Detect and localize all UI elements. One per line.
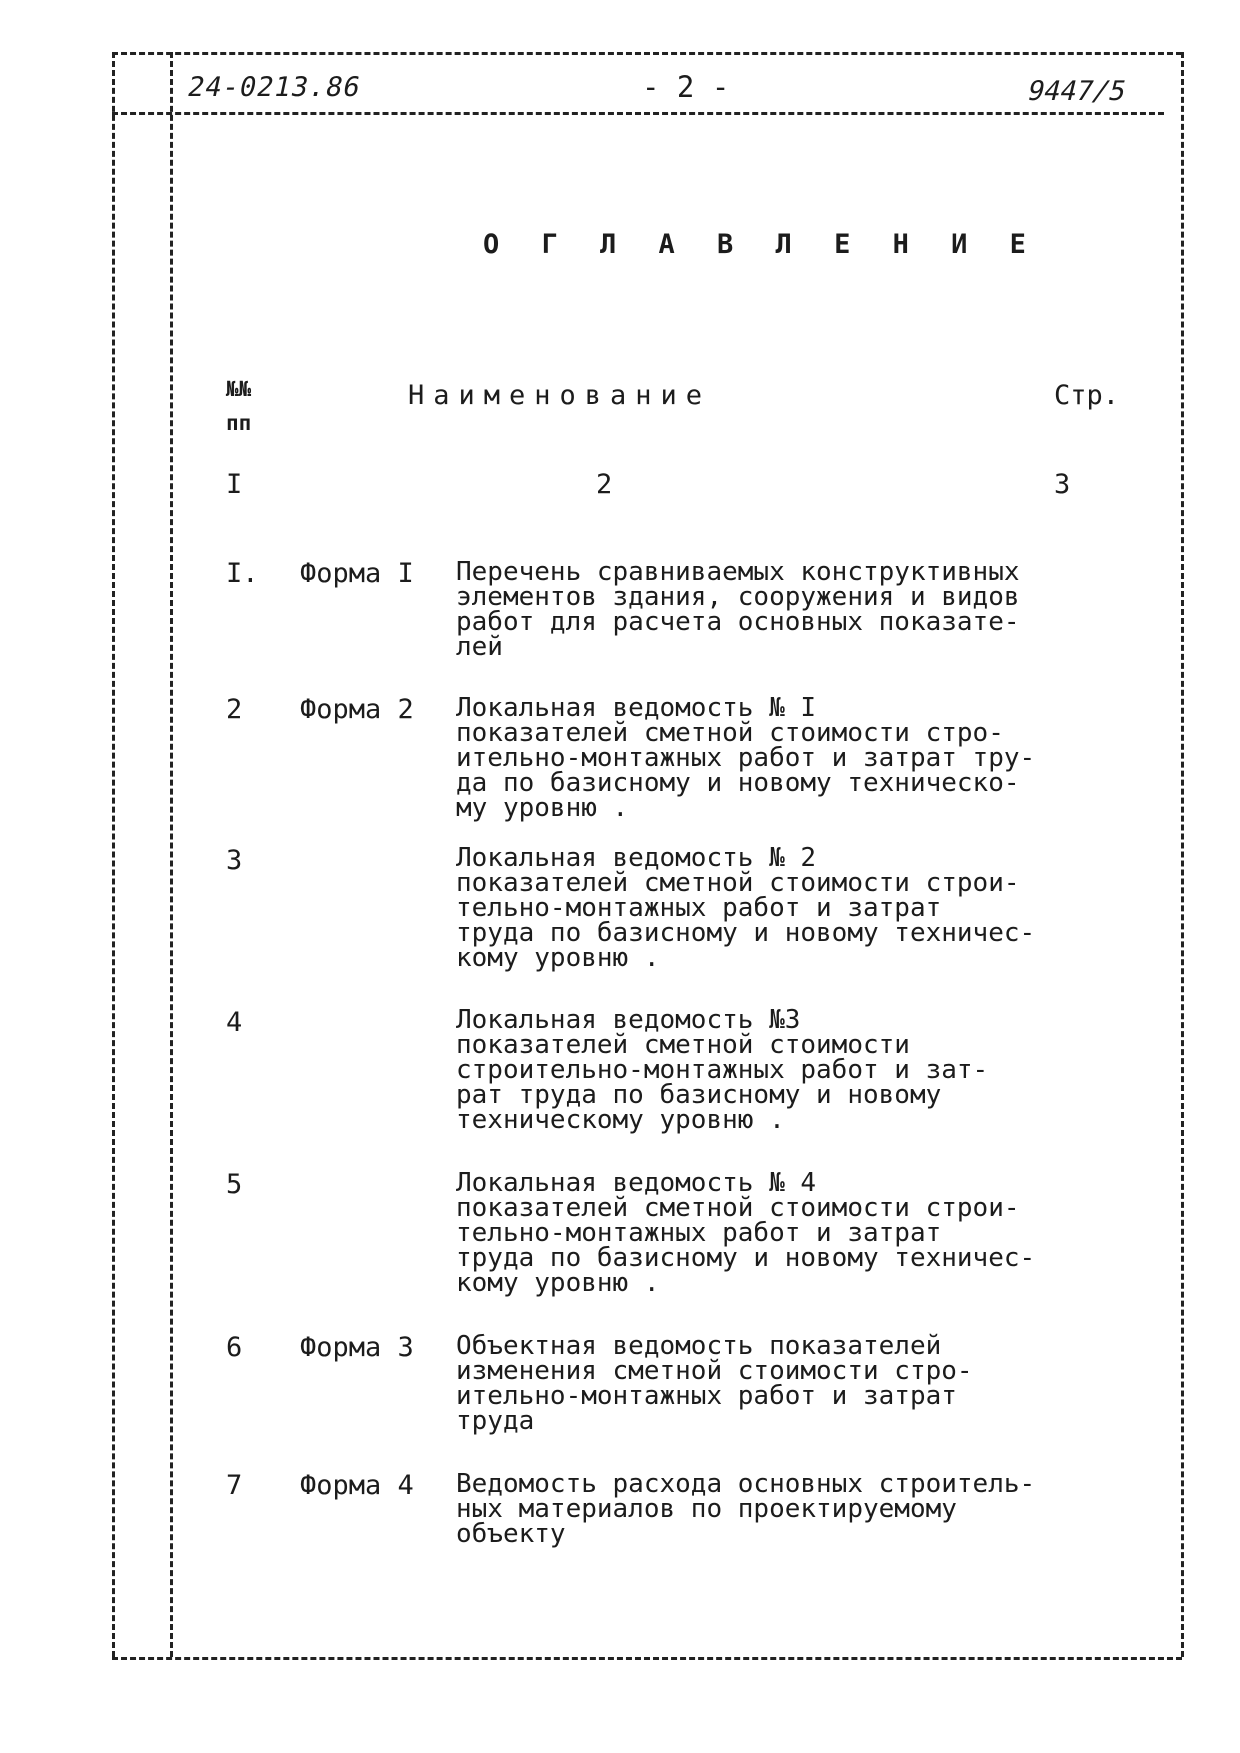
row-description-line: объекту bbox=[456, 1519, 566, 1549]
row-number: I. bbox=[226, 558, 259, 589]
row-description-line: Локальная ведомость № I bbox=[456, 693, 817, 723]
row-description-line: Локальная ведомость № 2 bbox=[456, 843, 817, 873]
row-description bbox=[456, 1469, 1056, 1549]
column-header-name: Наименование bbox=[408, 380, 712, 411]
row-description-line: труда по базисному и новому техничес- bbox=[456, 1243, 1036, 1273]
row-description-line: показателей сметной стоимости строи- bbox=[456, 1193, 1020, 1223]
row-description-line: му уровню . bbox=[456, 793, 629, 823]
row-description bbox=[456, 1168, 1056, 1298]
row-description-line: изменения сметной стоимости стро- bbox=[456, 1356, 973, 1386]
row-description-line: ных материалов по проектируемому bbox=[456, 1494, 957, 1524]
column-header-number-line1: №№ bbox=[226, 377, 252, 401]
row-description-line: тельно-монтажных работ и затрат bbox=[456, 893, 942, 923]
frame-top-line bbox=[112, 52, 1182, 55]
row-description bbox=[456, 1331, 1056, 1436]
row-description bbox=[456, 1005, 1056, 1135]
inventory-number: 9447/5 bbox=[1024, 76, 1130, 107]
row-number: 3 bbox=[226, 845, 243, 876]
row-description-line: элементов здания, сооружения и видов bbox=[456, 582, 1020, 612]
row-number: 4 bbox=[226, 1007, 243, 1038]
frame-left-inner-line bbox=[170, 52, 173, 1657]
row-form: Форма 4 bbox=[300, 1470, 414, 1501]
column-number-1: I bbox=[226, 469, 243, 500]
row-description-line: работ для расчета основных показате- bbox=[456, 607, 1020, 637]
row-number: 2 bbox=[226, 694, 243, 725]
page-title: О Г Л А В Л Е Н И Е bbox=[483, 229, 1039, 260]
row-form: Форма 3 bbox=[300, 1332, 414, 1363]
row-description bbox=[456, 693, 1056, 823]
row-description bbox=[456, 843, 1056, 973]
row-description-line: кому уровню . bbox=[456, 943, 660, 973]
row-description-line: Локальная ведомость № 4 bbox=[456, 1168, 817, 1198]
row-number: 7 bbox=[226, 1470, 243, 1501]
column-header-number bbox=[226, 372, 251, 440]
frame-bottom-line bbox=[112, 1657, 1182, 1660]
row-description-line: да по базисному и новому техническо- bbox=[456, 768, 1020, 798]
row-number: 6 bbox=[226, 1332, 243, 1363]
row-number: 5 bbox=[226, 1169, 243, 1200]
row-description-line: показателей сметной стоимости строи- bbox=[456, 868, 1020, 898]
row-description-line: ительно-монтажных работ и затрат тру- bbox=[456, 743, 1036, 773]
row-description-line: лей bbox=[456, 632, 503, 662]
frame-right-line bbox=[1181, 52, 1184, 1657]
column-header-page: Стр. bbox=[1054, 380, 1120, 411]
row-description-line: Объектная ведомость показателей bbox=[456, 1331, 942, 1361]
row-description-line: труда по базисному и новому техничес- bbox=[456, 918, 1036, 948]
header-separator-line bbox=[112, 112, 1164, 115]
row-description-line: труда bbox=[456, 1406, 535, 1436]
row-description-line: техническому уровню . bbox=[456, 1105, 785, 1135]
column-header-number-line2: пп bbox=[226, 411, 252, 435]
row-form: Форма I bbox=[300, 558, 414, 589]
row-description-line: кому уровню . bbox=[456, 1268, 660, 1298]
row-description-line: Локальная ведомость №3 bbox=[456, 1005, 801, 1035]
row-description-line: строительно-монтажных работ и зат- bbox=[456, 1055, 989, 1085]
page-number: - 2 - bbox=[642, 70, 730, 104]
row-description-line: Ведомость расхода основных строитель- bbox=[456, 1469, 1036, 1499]
row-description-line: показателей сметной стоимости bbox=[456, 1030, 910, 1060]
column-number-2: 2 bbox=[596, 469, 613, 500]
column-number-3: 3 bbox=[1054, 469, 1071, 500]
row-description bbox=[456, 557, 1056, 662]
row-description-line: показателей сметной стоимости стро- bbox=[456, 718, 1004, 748]
row-description-line: ительно-монтажных работ и затрат bbox=[456, 1381, 957, 1411]
row-description-line: Перечень сравниваемых конструктивных bbox=[456, 557, 1020, 587]
row-description-line: тельно-монтажных работ и затрат bbox=[456, 1218, 942, 1248]
row-form: Форма 2 bbox=[300, 694, 414, 725]
frame-left-outer-line bbox=[112, 52, 115, 1657]
document-code: 24-0213.86 bbox=[184, 72, 364, 103]
row-description-line: рат труда по базисному и новому bbox=[456, 1080, 942, 1110]
